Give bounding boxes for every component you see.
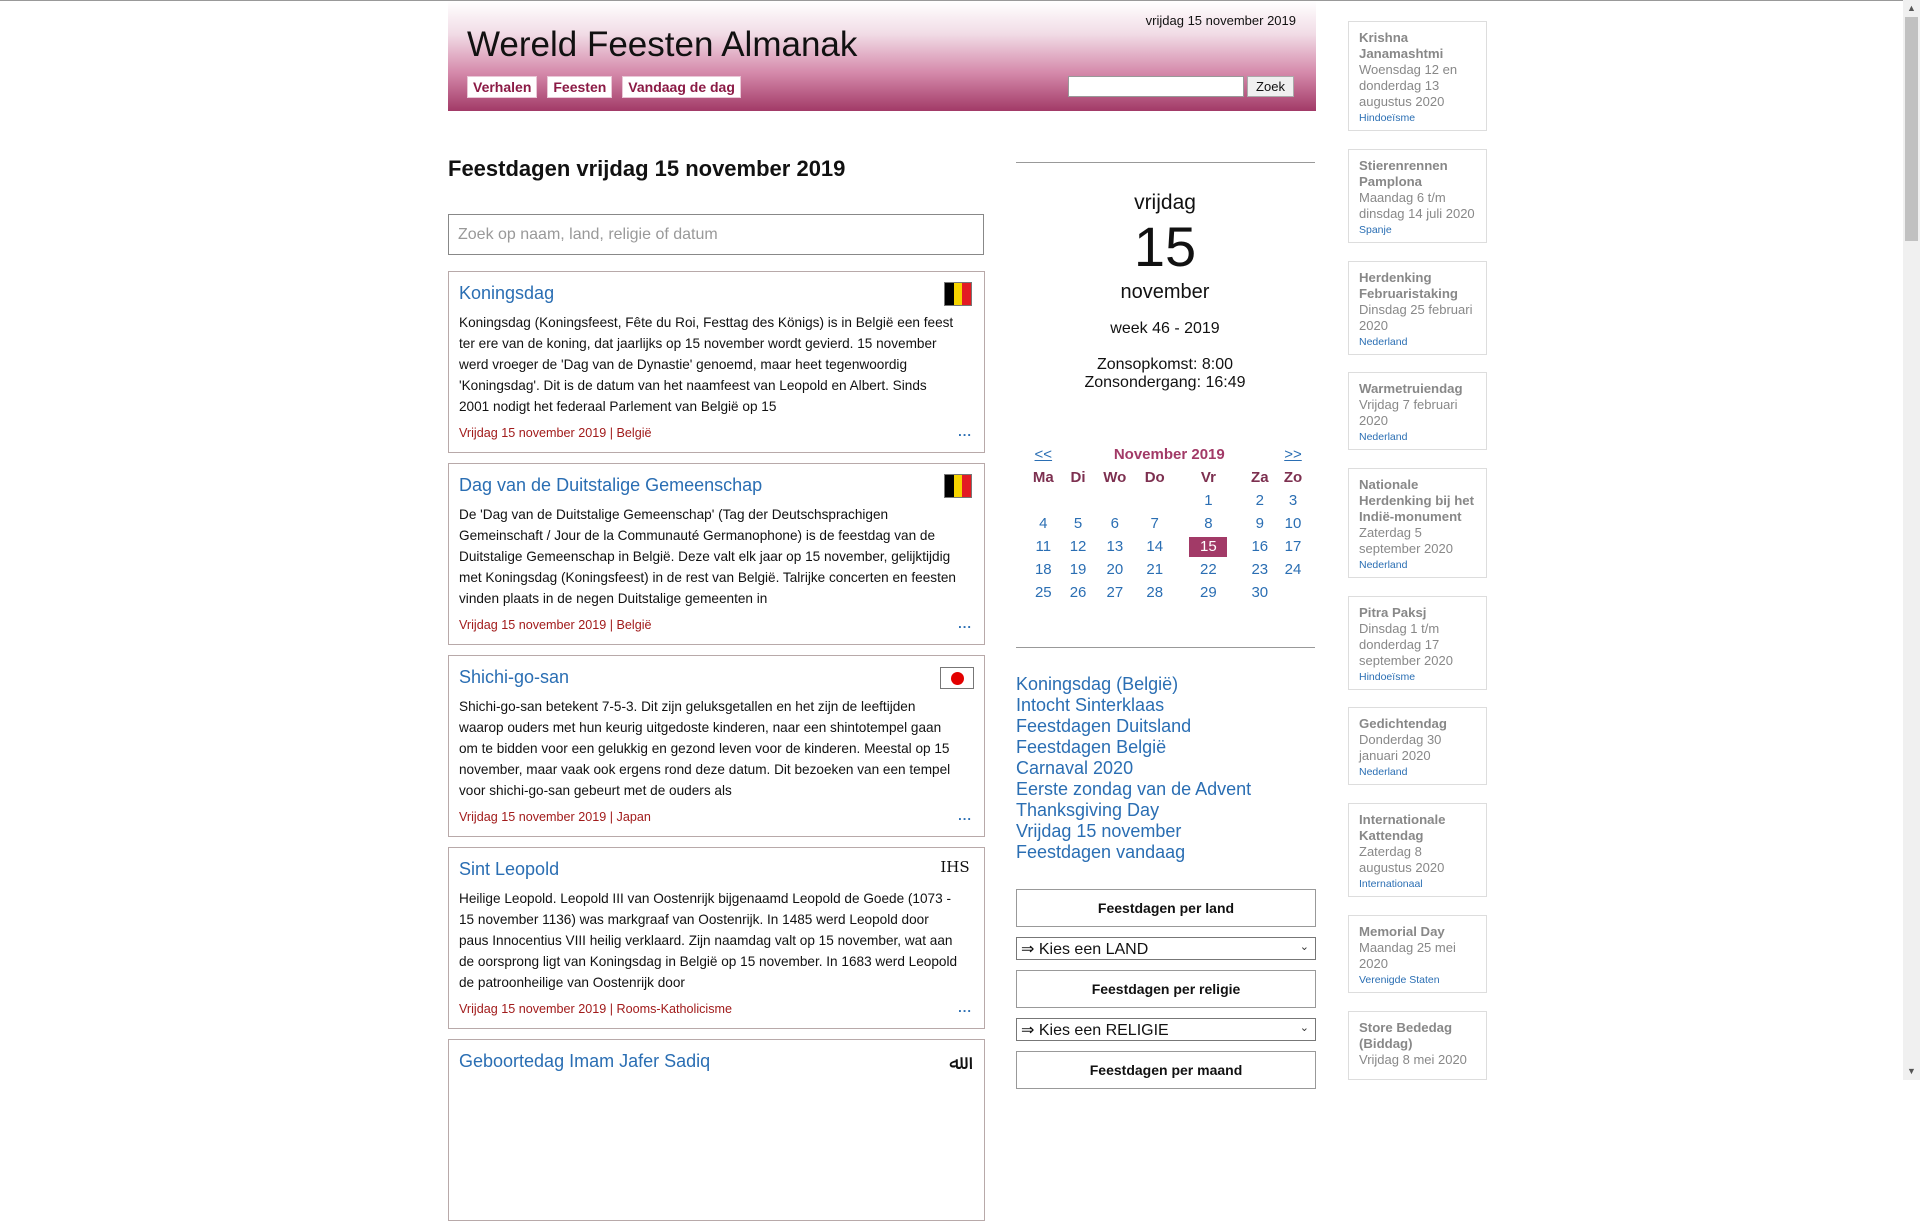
scroll-down-arrow-icon[interactable]: ▼ xyxy=(1907,1066,1916,1076)
card-text: De 'Dag van de Duitstalige Gemeenschap' (Tag der Deutschsprachigen Gemeinschaft / Jour de la Communauté Germanophone) is de feestdag van de Duitstalige Gemeenschap in België. Deze valt elk jaar op 15 november, gelijktijdig met Koningsdag (Koningsfeest) in de rest van België. Talrijke concerten en feesten vinden plaats in de negen Duitstalige gemeenten in xyxy=(459,507,956,606)
religion-select[interactable] xyxy=(1016,1018,1316,1041)
related-link[interactable]: Feestdagen Duitsland xyxy=(1016,716,1192,736)
divider xyxy=(1016,647,1315,648)
sidebar-card-tag[interactable]: Hindoeïsme xyxy=(1359,671,1416,683)
calendar-day[interactable]: 7 xyxy=(1150,515,1159,532)
related-link[interactable]: Intocht Sinterklaas xyxy=(1016,695,1165,715)
chevron-down-icon: ⌄ xyxy=(1299,941,1309,953)
sidebar-card-title: Store Bededag (Biddag) xyxy=(1359,1020,1453,1051)
sidebar-card[interactable] xyxy=(1348,149,1487,243)
country-select[interactable] xyxy=(1016,937,1316,960)
weekday-header: Wo xyxy=(1103,469,1127,486)
scroll-up-arrow-icon[interactable]: ▲ xyxy=(1907,3,1916,13)
sidebar-card-date: Vrijdag 8 mei 2020 xyxy=(1359,1052,1467,1067)
calendar-day[interactable]: 14 xyxy=(1146,538,1164,555)
sidebar-card-date: Dinsdag 1 t/m donderdag 17 september 2020 xyxy=(1359,621,1453,668)
calendar-day[interactable]: 21 xyxy=(1146,561,1164,578)
calendar-day[interactable]: 27 xyxy=(1106,584,1124,601)
calendar-day[interactable]: 18 xyxy=(1034,561,1052,578)
sunrise-label: Zonsopkomst: 8:00 xyxy=(1096,356,1234,373)
sidebar-card-title: Stierenrennen Pamplona xyxy=(1359,158,1448,189)
calendar-day[interactable]: 30 xyxy=(1251,584,1269,601)
calendar-next-button[interactable]: >> xyxy=(1284,446,1302,463)
country-select-value: ⇒ Kies een LAND xyxy=(1021,941,1149,958)
sidebar-card-title: Krishna Janamashtmi xyxy=(1359,30,1444,61)
holiday-card-sint-leopold xyxy=(448,847,985,1029)
sidebar-card-tag[interactable]: Nederland xyxy=(1359,336,1408,348)
related-link[interactable]: Eerste zondag van de Advent xyxy=(1016,779,1252,799)
calendar-prev-button[interactable]: << xyxy=(1034,446,1053,463)
related-link[interactable]: Koningsdag (België) xyxy=(1016,674,1179,694)
weekday-header: Ma xyxy=(1032,469,1054,486)
sidebar-card[interactable] xyxy=(1348,596,1487,690)
sidebar-card[interactable] xyxy=(1348,1011,1487,1080)
calendar-day[interactable]: 4 xyxy=(1039,515,1048,532)
calendar-week xyxy=(1024,558,1310,581)
card-title[interactable]: Geboortedag Imam Jafer Sadiq xyxy=(459,1051,711,1071)
sidebar-card-title: Pitra Paksj xyxy=(1359,605,1427,620)
calendar-day[interactable]: 16 xyxy=(1251,538,1269,555)
holiday-card-duitstalige-gemeenschap xyxy=(448,463,985,645)
card-title[interactable]: Sint Leopold xyxy=(459,859,560,879)
sidebar-card-date: Zaterdag 8 augustus 2020 xyxy=(1359,844,1445,875)
calendar-day xyxy=(1063,489,1094,512)
islam-calligraphy-icon: ﷲ xyxy=(949,1050,961,1074)
calendar-day[interactable]: 10 xyxy=(1284,515,1302,532)
card-text: Heilige Leopold. Leopold III van Oostenrijk bijgenaamd Leopold de Goede (1073 - 15 november 1136) was markgraaf van Oostenrijk. In 1485 werd Leopold door paus Innocentius VIII heilig verklaard. Zijn naamdag valt op 15 november, wat aan de oorsprong ligt van Koningsdag in België op 15 november. In 1683 werd Leopold de patroonheilige van Oostenrijk door xyxy=(459,891,958,990)
read-more-link[interactable]: ... xyxy=(958,424,972,439)
calendar-day xyxy=(1276,581,1310,604)
day-number: 15 xyxy=(1133,215,1197,278)
weekday-header: Vr xyxy=(1200,469,1216,486)
sidebar-card[interactable] xyxy=(1348,372,1487,450)
by-month-button[interactable]: Feestdagen per maand xyxy=(1016,1051,1316,1089)
calendar-day[interactable]: 1 xyxy=(1204,492,1213,509)
calendar-day[interactable]: 6 xyxy=(1110,515,1119,532)
card-meta[interactable]: Vrijdag 15 november 2019 | Rooms-Katholicisme xyxy=(459,1002,733,1016)
card-title[interactable]: Koningsdag xyxy=(459,283,555,303)
page-scrollbar[interactable] xyxy=(1903,0,1920,1080)
weekday-header: Za xyxy=(1251,469,1269,486)
calendar-day[interactable]: 19 xyxy=(1069,561,1087,578)
sidebar-card-tag[interactable]: Verenigde Staten xyxy=(1359,974,1440,986)
sidebar-card-tag[interactable]: Nederland xyxy=(1359,559,1408,571)
sidebar-card-date: Donderdag 30 januari 2020 xyxy=(1359,732,1442,763)
sidebar-card-title: Memorial Day xyxy=(1359,924,1445,939)
by-country-button[interactable]: Feestdagen per land xyxy=(1016,889,1316,927)
calendar-day[interactable]: 22 xyxy=(1200,561,1217,578)
sidebar-card[interactable] xyxy=(1348,261,1487,355)
sidebar-card[interactable] xyxy=(1348,21,1487,131)
scrollbar-thumb[interactable] xyxy=(1905,17,1918,241)
filter-input[interactable]: Zoek op naam, land, religie of datum xyxy=(448,214,984,255)
calendar-day xyxy=(1024,489,1063,512)
calendar-day[interactable]: 13 xyxy=(1106,538,1124,555)
page-title: Feestdagen vrijdag 15 november 2019 xyxy=(448,156,846,181)
calendar-day-selected[interactable]: 15 xyxy=(1173,535,1243,558)
header-date: vrijdag 15 november 2019 xyxy=(1145,13,1296,28)
weekday-header: Zo xyxy=(1283,469,1303,486)
calendar-month-label: November 2019 xyxy=(1113,446,1225,463)
sunset-label: Zonsondergang: 16:49 xyxy=(1084,374,1246,391)
calendar-day xyxy=(1093,489,1136,512)
religion-select-value: ⇒ Kies een RELIGIE xyxy=(1021,1022,1169,1039)
calendar-week xyxy=(1024,535,1310,558)
calendar-day[interactable]: 24 xyxy=(1284,561,1302,578)
sidebar-card-title: Herdenking Februaristaking xyxy=(1359,270,1458,301)
calendar-day[interactable]: 9 xyxy=(1255,515,1264,532)
calendar-day[interactable]: 3 xyxy=(1288,492,1298,509)
sidebar-card-date: Vrijdag 7 februari 2020 xyxy=(1359,397,1458,428)
site-title[interactable]: Wereld Feesten Almanak xyxy=(467,25,858,64)
holiday-card-imam-jafer-sadiq xyxy=(448,1039,985,1221)
calendar-day[interactable]: 11 xyxy=(1035,538,1052,555)
sidebar-card-title: Internationale Kattendag xyxy=(1359,812,1446,843)
sidebar-card[interactable] xyxy=(1348,915,1487,993)
calendar-day[interactable]: 20 xyxy=(1106,561,1124,578)
calendar-day[interactable]: 2 xyxy=(1255,492,1264,509)
sidebar-card-title: Nationale Herdenking bij het Indië-monument xyxy=(1359,477,1475,524)
read-more-link[interactable]: ... xyxy=(958,1000,972,1015)
chevron-down-icon: ⌄ xyxy=(1299,1022,1309,1034)
calendar-day[interactable]: 26 xyxy=(1069,584,1087,601)
month-calendar xyxy=(1024,443,1310,604)
sidebar-card-tag[interactable]: Nederland xyxy=(1359,766,1408,778)
sidebar-card[interactable] xyxy=(1348,707,1487,785)
sidebar-card[interactable] xyxy=(1348,468,1487,578)
calendar-week xyxy=(1024,581,1310,604)
header-search-button[interactable]: Zoek xyxy=(1247,76,1294,97)
month-name: november xyxy=(1120,281,1210,303)
card-meta[interactable]: Vrijdag 15 november 2019 | België xyxy=(459,426,652,440)
nav-link-feesten[interactable]: Feesten xyxy=(547,76,612,98)
holiday-card-shichi-go-san xyxy=(448,655,985,837)
calendar-day[interactable]: 5 xyxy=(1073,515,1083,532)
holiday-card-koningsdag xyxy=(448,271,985,453)
card-title[interactable]: Shichi-go-san xyxy=(459,667,570,687)
sidebar-card-tag[interactable]: Internationaal xyxy=(1359,878,1423,890)
calendar-week xyxy=(1024,489,1310,512)
related-link[interactable]: Feestdagen België xyxy=(1016,737,1167,757)
week-label: week 46 - 2019 xyxy=(1110,320,1220,337)
card-title[interactable]: Dag van de Duitstalige Gemeenschap xyxy=(459,475,763,495)
sidebar-card-date: Woensdag 12 en donderdag 13 augustus 2020 xyxy=(1359,62,1458,109)
sidebar-card-date: Dinsdag 25 februari 2020 xyxy=(1359,302,1473,333)
sidebar-card-tag[interactable]: Nederland xyxy=(1359,431,1408,443)
belgium-flag-icon xyxy=(944,474,972,498)
nav-link-vandaag[interactable]: Vandaag de dag xyxy=(622,76,741,98)
related-link[interactable]: Vrijdag 15 november xyxy=(1016,821,1182,841)
sidebar-card-title: Warmetruiendag xyxy=(1359,381,1463,396)
nav-link-verhalen[interactable]: Verhalen xyxy=(467,76,537,98)
japan-flag-icon xyxy=(940,667,974,689)
sidebar-card-tag[interactable]: Spanje xyxy=(1359,224,1392,236)
belgium-flag-icon xyxy=(944,282,972,306)
calendar-day[interactable]: 8 xyxy=(1204,515,1213,532)
calendar-day[interactable]: 23 xyxy=(1251,561,1269,578)
ihs-icon: IHS xyxy=(940,858,970,876)
card-meta[interactable]: Vrijdag 15 november 2019 | Japan xyxy=(459,810,651,824)
related-links xyxy=(1016,674,1251,863)
read-more-link[interactable]: ... xyxy=(958,616,972,631)
calendar-day[interactable]: 29 xyxy=(1200,584,1217,601)
related-link[interactable]: Feestdagen vandaag xyxy=(1016,842,1186,862)
sidebar-card-date: Zaterdag 5 september 2020 xyxy=(1359,525,1453,556)
sidebar-card-date: Maandag 25 mei 2020 xyxy=(1359,940,1456,971)
by-religion-button[interactable]: Feestdagen per religie xyxy=(1016,970,1316,1008)
related-link[interactable]: Thanksgiving Day xyxy=(1016,800,1160,820)
divider xyxy=(1016,162,1315,163)
day-name: vrijdag xyxy=(1134,191,1196,214)
calendar-day[interactable]: 12 xyxy=(1069,538,1087,555)
related-link[interactable]: Carnaval 2020 xyxy=(1016,758,1134,778)
card-text: Shichi-go-san betekent 7-5-3. Dit zijn geluksgetallen en het zijn de leeftijden waarop ouders met hun keurig uitgedoste kinderen, naar een shintotempel gaan om te bidden voor een gelukkig en gezond leven voor de kinderen. Meestal op 15 november, maar vaak ook ergens rond deze datum. Dit bezoeken van een tempel voor shichi-go-san gebeurt met de ouders als xyxy=(459,699,951,798)
card-meta[interactable]: Vrijdag 15 november 2019 | België xyxy=(459,618,652,632)
sidebar-card-tag[interactable]: Hindoeïsme xyxy=(1359,112,1416,124)
calendar-day xyxy=(1136,489,1173,512)
calendar-day[interactable]: 28 xyxy=(1146,584,1164,601)
header-search-input[interactable] xyxy=(1068,76,1244,97)
main-nav xyxy=(467,76,741,98)
calendar-week xyxy=(1024,512,1310,535)
weekday-header: Do xyxy=(1144,469,1165,486)
calendar-day[interactable]: 25 xyxy=(1034,584,1052,601)
weekday-header: Di xyxy=(1070,469,1086,486)
sidebar-card-date: Maandag 6 t/m dinsdag 14 juli 2020 xyxy=(1359,190,1475,221)
site-header xyxy=(448,1,1316,111)
calendar-day[interactable]: 17 xyxy=(1284,538,1302,555)
card-text: Koningsdag (Koningsfeest, Fête du Roi, Festtag des Königs) is in België een feest ter ere van de koning, dat jaarlijks op 15 november wordt gevierd. 15 november werd vroeger de 'Dag van de Dynastie' genoemd, maar heet tegenwoordig 'Koningsdag'. Dit is de datum van het naamfeest van Leopold en Albert. Sinds 2001 nodigt het federaal Parlement van België op 15 xyxy=(459,315,954,414)
sidebar-card[interactable] xyxy=(1348,803,1487,897)
read-more-link[interactable]: ... xyxy=(958,808,972,823)
sidebar-card-title: Gedichtendag xyxy=(1359,716,1447,731)
